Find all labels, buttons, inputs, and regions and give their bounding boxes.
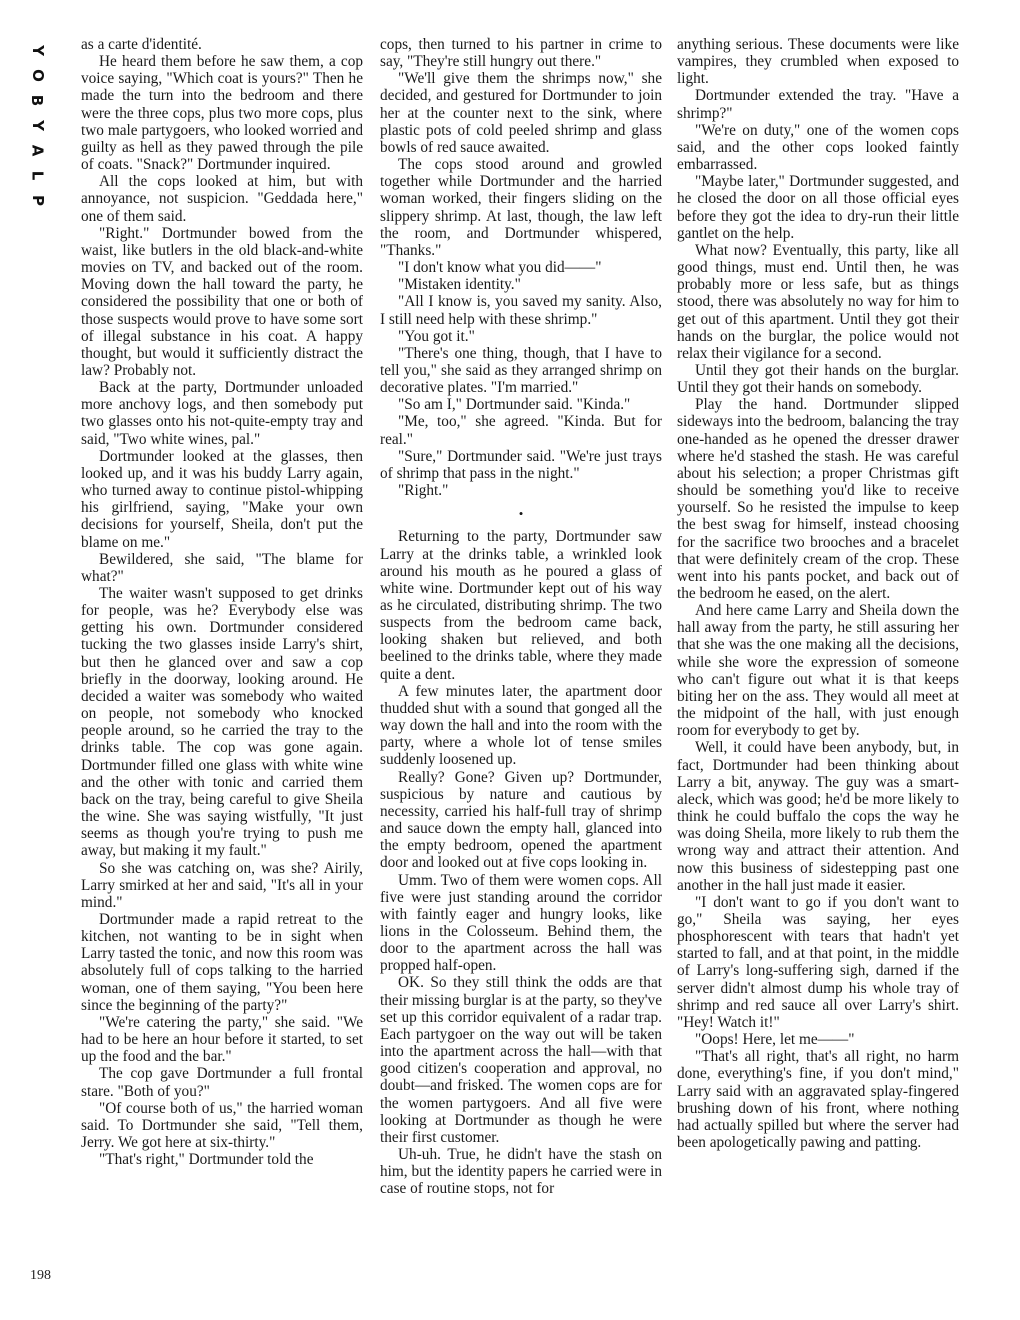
text-column-1 xyxy=(81,36,363,1168)
paragraph: Returning to the party, Dortmunder saw Larry at the drinks table, a wrinkled look around his mouth as he poured a glass of white wine. Dortmunder kept out of his way as he circulated, distributing shrimp. The two suspects from the bedroom came back, looking shaken but relieved, and both beelined to the drinks table, where they made quite a dent. xyxy=(380,528,662,683)
masthead-letter: L xyxy=(28,170,47,181)
paragraph: What now? Eventually, this party, like all good things, must end. Until then, he was probably more or less safe, but as things stood, there was absolutely no way for him to get out of this apartment. Until they got their hands on the burglar, the police would not relax their vigilance for a second. xyxy=(677,241,959,362)
paragraph: "Right." Dortmunder bowed from the waist, like butlers in the old black-and-white movies on TV, and backed out of the room. Moving down the hall toward the party, he considered the possibility that one or both of those suspects would prove to have some sort of illegal substance in his coat. A happy thought, but would it sufficiently distract the law? Probably not. xyxy=(81,224,363,379)
masthead-letter: Y xyxy=(28,45,47,56)
paragraph: Really? Gone? Given up? Dortmunder, suspicious by nature and cautious by necessity, carried his half-full tray of shrimp and sauce down the empty hall, glanced into the empty bedroom, opened the apartment door and looked out at five cops looking in. xyxy=(380,768,662,872)
paragraph: A few minutes later, the apartment door thudded shut with a sound that gonged all the way down the hall and into the room with the party, where a whole lot of tense smiles suddenly loosened up. xyxy=(380,682,662,769)
paragraph: Dortmunder made a rapid retreat to the kitchen, not wanting to be in sight when Larry tasted the tonic, and now this room was absolutely full of cops talking to the harried woman, one of them saying, "You been here since the beginning of the party?" xyxy=(81,910,363,1014)
paragraph: "We're on duty," one of the women cops said, and the other cops looked faintly embarrassed. xyxy=(677,121,959,174)
paragraph: "So am I," Dortmunder said. "Kinda." xyxy=(398,396,631,414)
paragraph: Back at the party, Dortmunder unloaded more anchovy logs, and then somebody put two glasses onto his not-quite-empty tray and said, "Two white wines, pal." xyxy=(81,379,363,448)
paragraph: "We'll give them the shrimps now," she decided, and gestured for Dortmunder to join her at the counter next to the sink, where plastic pots of cold peeled shrimp and glass bowls of red sauce awaited. xyxy=(380,70,662,156)
magazine-masthead xyxy=(22,38,52,213)
paragraph: "I don't want to go if you don't want to go," Sheila was saying, her eyes phosphorescent with tears that hadn't yet started to fall, and at that point, in the middle of Larry's long-suffering sigh, darned if the server didn't almost dump his whole tray of shrimp and red sauce all over Larry's shirt. "Hey! Watch it!" xyxy=(677,893,959,1031)
paragraph: "We're catering the party," she said. "We had to be here an hour before it started, to set up the food and the bar." xyxy=(81,1013,363,1066)
paragraph: "There's one thing, though, that I have to tell you," she said as they arranged shrimp on decorative plates. "I'm married." xyxy=(380,344,662,397)
section-divider: • xyxy=(518,506,524,522)
paragraph: as a carte d'identité. xyxy=(81,36,202,53)
paragraph: The cop gave Dortmunder a full frontal stare. "Both of you?" xyxy=(81,1065,363,1100)
page-number: 198 xyxy=(30,1268,51,1283)
paragraph: "Right." xyxy=(398,482,449,500)
paragraph: Well, it could have been anybody, but, in fact, Dortmunder had been thinking about Larry a bit, anyway. The guy was a smart-aleck, which was good; he'd be more likely to think he could buffalo the cops the way he was doing Sheila, more likely to rub them the wrong way and attract their attention. And now this business of sidestepping past one another in the hall just made it easier. xyxy=(677,739,959,894)
paragraph: "All I know is, you saved my sanity. Also, I still need help with these shrimp." xyxy=(380,293,662,328)
paragraph: The waiter wasn't supposed to get drinks for people, was he? Everybody else was getting his own. Dortmunder considered tucking the two glasses inside Larry's shirt, but then he glanced over and saw a cop briefly in the doorway, looking around. He decided a waiter was somebody who waited on people, not somebody who knocked people around, so he carried the tray to the drinks table. The cop was gone again. Dortmunder filled one glass with white wine and the other with tonic and carried them back on the tray, being careful to give Sheila the wine. She was saying wistfully, "It just seems as though you're trying to push me away, but making it my fault." xyxy=(81,585,363,860)
masthead-letter: O xyxy=(28,69,47,82)
paragraph: "Me, too," she agreed. "Kinda. But for real." xyxy=(380,413,662,448)
paragraph: All the cops looked at him, but with annoyance, not suspicion. "Geddada here," one of them said. xyxy=(81,173,363,225)
paragraph: And here came Larry and Sheila down the hall away from the party, he still assuring her that she was the one making all the decisions, while she wore the expression of someone who can't figure out what it is that keeps biting her on the ass. They would all meet at the midpoint of the hall, with just enough room for everybody to get by. xyxy=(677,602,959,740)
masthead-letter: A xyxy=(28,144,47,157)
text-column-2 xyxy=(380,36,662,1197)
paragraph: The cops stood around and growled together while Dortmunder and the harried woman worked, their fingers sliding on the slippery shrimp. At last, though, the law left the room, and Dortmunder whispered, "Thanks." xyxy=(380,156,662,259)
paragraph: Play the hand. Dortmunder slipped sideways into the bedroom, balancing the tray one-handed as he opened the dresser drawer where he'd stashed the stash. He was careful about his selection; a proper Christmas gift should be something you'd like to receive yourself. So he resisted the impulse to keep the best swag for himself, instead choosing for the sacrifice two brooches and a bracelet that were definitely cream of the crop. These went into his pants pocket, and back out of the bedroom he eased, on the alert. xyxy=(677,396,959,602)
paragraph: "Of course both of us," the harried woman said. To Dortmunder she said, "Tell them, Jerry. We got here at six-thirty." xyxy=(81,1099,363,1151)
paragraph: OK. So they still think the odds are that their missing burglar is at the party, so they've set up this corridor equivalent of a radar trap. Each partygoer on the way out will be taken into the apartment across the hall—with that good citizen's cooperation and approval, no doubt—and frisked. The women cops are for the women partygoers. And all five were looking at Dortmunder as though he were their first customer. xyxy=(380,974,662,1146)
paragraph: cops, then turned to his partner in crime to say, "They're still hungry out there." xyxy=(380,36,662,71)
masthead-letter: Y xyxy=(28,120,47,131)
masthead-letter: P xyxy=(28,195,47,206)
paragraph: So she was catching on, was she? Airily, Larry smirked at her and said, "It's all in your mind." xyxy=(81,859,363,911)
masthead-letter: B xyxy=(28,94,47,107)
paragraph: anything serious. These documents were like vampires, they crumbled when exposed to light. xyxy=(677,36,959,88)
paragraph: "Mistaken identity." xyxy=(398,276,521,294)
paragraph: He heard them before he saw them, a cop voice saying, "Which coat is yours?" Then he made the turn into the bedroom and there were the three cops, plus two more cops, plus two male partygoers, who looked worried and guilty as hell as they pawed through the pile of coats. "Snack?" Dortmunder inquired. xyxy=(81,53,363,174)
paragraph: Dortmunder extended the tray. "Have a shrimp?" xyxy=(677,87,959,122)
paragraph: "That's right," Dortmunder told the xyxy=(99,1151,314,1169)
text-column-3 xyxy=(677,36,959,1151)
paragraph: Uh-uh. True, he didn't have the stash on him, but the identity papers he carried were in case of routine stops, not for xyxy=(380,1146,662,1198)
paragraph: "That's all right, that's all right, no harm done, everything's fine, if you don't mind," Larry said with an aggravated splay-fingered brushing down of his front, where nothing had actually spilled but where the server had been apologetically pawing and patting. xyxy=(677,1048,959,1151)
paragraph: Dortmunder looked at the glasses, then looked up, and it was his buddy Larry again, who turned away to continue pistol-whipping his girlfriend, saying, "Make your own decisions for yourself, Sheila, don't put the blame on me." xyxy=(81,447,363,551)
paragraph: "Sure," Dortmunder said. "We're just trays of shrimp that pass in the night." xyxy=(380,447,662,482)
paragraph: "Maybe later," Dortmunder suggested, and he closed the door on all those official eyes before they got the idea to dry-run their little gantlet on the help. xyxy=(677,173,959,242)
paragraph: "Oops! Here, let me——" xyxy=(695,1031,855,1049)
paragraph: Bewildered, she said, "The blame for what?" xyxy=(81,550,363,585)
paragraph: Until they got their hands on the burglar. Until they got their hands on somebody. xyxy=(677,361,959,397)
paragraph: "I don't know what you did——" xyxy=(398,259,602,277)
paragraph: Umm. Two of them were women cops. All five were just standing around the corridor with faintly eager and hungry looks, like lions in the Colosseum. Behind them, the door to the apartment across the hall was propped half-open. xyxy=(380,871,662,975)
paragraph: "You got it." xyxy=(398,327,475,345)
